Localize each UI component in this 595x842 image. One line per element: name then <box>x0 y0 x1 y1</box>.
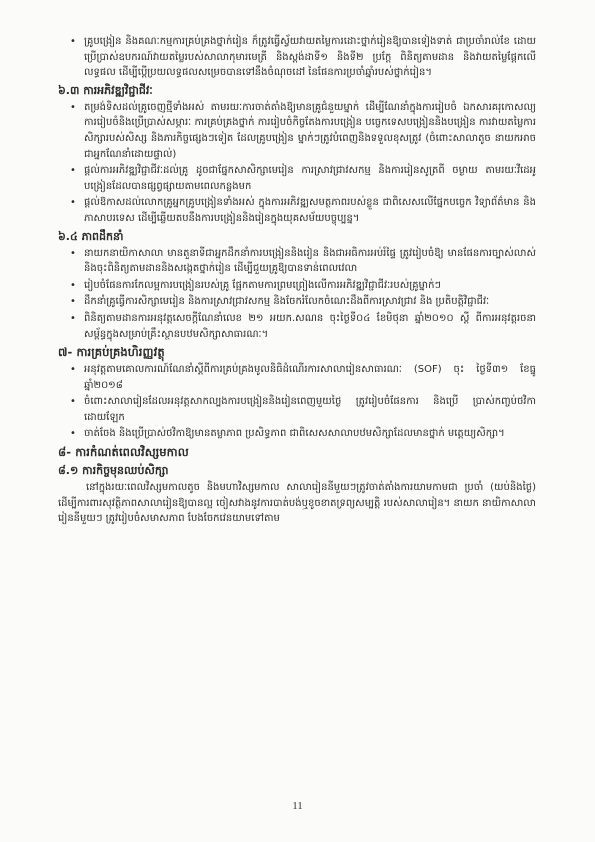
bullet-text: រៀបចំផែនការកែលម្អការបង្រៀនរបស់គ្រូ ផ្អែកតាមការព្រមព្រៀងលើការអភិវឌ្ឍវិជ្ជាជីវៈរបស់គ្រូម្នាក់ៗ <box>84 279 442 291</box>
section-heading: ៨- ការកំណត់ពេលវិស្សមកាល <box>58 445 189 460</box>
bullet-item <box>58 100 536 162</box>
bullet-item <box>58 294 536 310</box>
bullet-text: ចាត់ចែង និងប្រើប្រាស់ថវិកាឱ្យមានតម្លាភាព ប្រសិទ្ធភាព ជាពិសេសសាលាបឋមសិក្សាដែលមានថ្នាក់ មត្តេយ្យសិក្សា។ <box>84 428 505 440</box>
bullet-dot-icon: • <box>70 296 76 308</box>
bullet-item <box>58 195 536 226</box>
bullet-dot-icon: • <box>70 165 76 177</box>
bullet-text: ដឹកនាំគ្រូធ្វើការសិក្សាមេរៀន និងការស្រាវជ្រាវសកម្ម និងចែករំលែកចំណេះដឹងពីការស្រាវជ្រាវ និង ប្រតិបត្តិវិជ្ជាជីវៈ <box>84 296 490 308</box>
subsection-heading: ៦.៤ ភាពដឹកនាំ <box>58 229 124 243</box>
bullet-dot-icon: • <box>70 428 76 440</box>
bullet-list <box>58 100 536 227</box>
bullet-item <box>58 278 536 294</box>
bullet-dot-icon: • <box>70 247 76 259</box>
bullet-item <box>58 394 536 425</box>
subsection-heading: ៨.១ ការកិច្ចមុនឈប់សិក្សា <box>58 464 169 478</box>
page-content <box>58 34 536 527</box>
bullet-list <box>58 34 536 81</box>
bullet-item <box>58 34 536 81</box>
bullet-text: តម្រង់ទិសដល់គ្រូចេញថ្មីទាំងអស់ តាមរយៈការចាត់តាំងឱ្យមានគ្រូជំនួយម្នាក់ ដើម្បីណែនាំក្នុងការរៀបចំ ឯកសារគរុកោសល្យ ការរៀបចំនិងប្រើប្រាស់សម្ភារៈ ការគ្រប់គ្រងថ្នាក់ ការរៀបចំកិច្ចតែងការបង្រៀន បច្ចេកទេសបង្រៀននិងបង្រៀន ការវាយតម្លៃការសិក្សារបស់សិស្ស និងភារកិច្ចផ្សេងៗទៀត ដែលគ្រូបង្រៀន ម្នាក់ៗត្រូវបំពេញនិងទទួលខុសត្រូវ (ចំពោះសាលាតូច នាយកអាចជាអ្នកណែនាំដោយផ្ទាល់) <box>84 101 536 160</box>
bullet-list <box>58 246 536 343</box>
section-heading: ៧- ការគ្រប់គ្រងហិរញ្ញវត្ថុ <box>58 345 165 360</box>
bullet-text: អនុវត្តតាមគោលការណ៍ណែនាំស្តីពីការគ្រប់គ្រងមូលនិធិដំណើរការសាលារៀនសាធារណៈ (SOF) ចុះ ថ្ងៃទី៣១ ខែធ្នូ ឆ្នាំ២០១៨ <box>84 364 536 391</box>
bullet-dot-icon: • <box>70 396 76 408</box>
body-paragraph: នៅក្នុងរយៈពេលវិស្សមកាលតូច និងមហាវិស្សមកាល សាលារៀននីមួយៗត្រូវចាត់តាំងការយាមកាមជា ប្រចាំ (យប់និងថ្ងៃ) ដើម្បីការពារសុវត្ថិភាពសាលារៀនឱ្យបានល្អ ចៀសវាងនូវការបាត់បង់ឬខូចខាតទ្រព្យសម្បត្តិ របស់សាលារៀន។ នាយក នាយិកាសាលារៀននីមួយៗ ត្រូវរៀបចំសមាសភាព បែងចែកវេនយាមទៅតាម <box>58 482 536 525</box>
bullet-item <box>58 311 536 342</box>
bullet-dot-icon: • <box>70 364 76 376</box>
bullet-text: គ្រូបង្រៀន និងគណៈកម្មការគ្រប់គ្រងថ្នាក់រៀន ក៏ត្រូវធ្វើស្វ័យវាយតម្លៃការដោះថ្នាក់រៀនឱ្យបានទៀងទាត់ ជាប្រចាំរាល់ខែ ដោយប្រើប្រាស់ឧបករណ៍វាយតម្លៃរបស់សាលាកុមារមេត្រី និងស្តង់ដាទី១ និងទី២ ប្រកែ្ត ពិនិត្យតាមដាន និងវាយតម្លៃផ្តែកលើលទ្ធផល ដើម្បីប្តេីប្រយលទ្ធផលសម្រេចបានទៅនឹងចំណុចដៅ នៃផែនការប្រចាំឆ្នាំរបស់ថ្នាក់រៀន។ <box>84 36 536 79</box>
page-number: 11 <box>292 800 303 812</box>
bullet-dot-icon: • <box>70 279 76 291</box>
bullet-item <box>58 426 536 442</box>
bullet-item <box>58 163 536 194</box>
bullet-list <box>58 362 536 442</box>
bullet-text: ចំពោះសាលារៀនដែលអនុវត្តសាកល្បងការបង្រៀននិងរៀនពេញមួយថ្ងៃ ត្រូវរៀបចំផែនការ និងប្រើ ប្រាស់កញ្ចប់ថវិកាដោយឡែក <box>84 396 536 423</box>
bullet-dot-icon: • <box>70 197 76 209</box>
bullet-text: នាយកនាយិកាសាលា មានតួនាទីជាអ្នកដឹកនាំការបង្រៀននិងរៀន និងជាអធិការអប់រំផ្ទៃ ត្រូវរៀបចំឱ្យ មានផែនការច្បាស់លាស់ និងចុះពិនិត្យតាមដាននិងសង្កេតថ្នាក់រៀន ដើម្បីជួយគ្រូឱ្យបានទាន់ពេលវេលា <box>84 247 536 275</box>
bullet-text: ផ្តល់ការអភិវឌ្ឍវិជ្ជាជីវៈដល់គ្រូ ដូចជាផ្នែកសាសិក្សាមេរៀន ការស្រាវជ្រាវសកម្ម និងការរៀនសូត្រពី ចម្ងាយ តាមរយៈវីដេអូបង្រៀនដែលបានផ្សព្វផ្សាយតាមពេលកន្លងមក <box>84 165 536 192</box>
bullet-item <box>58 246 536 277</box>
bullet-text: ពិនិត្យតាមដានការអនុវត្តសេចក្តីណែនាំលេខ ២១ អយក.សណន ចុះថ្ងៃទី០៤ ខែមិថុនា ឆ្នាំ២០១០ ស្តី ពីការអនុវត្តរចនាសម្ព័ន្ធក្នុងសម្រាប់គ្រឹះស្ថានបឋមសិក្សាសាធារណៈ។ <box>84 312 536 340</box>
subsection-heading: ៦.៣ ការអភិវឌ្ឍវិជ្ជាជីវៈ <box>58 83 153 97</box>
bullet-item <box>58 362 536 393</box>
bullet-dot-icon: • <box>70 312 76 324</box>
bullet-dot-icon: • <box>70 101 76 113</box>
bullet-text: ផ្តល់ឱកាសដល់លោកគ្រូអ្នកគ្រូបង្រៀនទាំងអស់ ក្នុងការអភិវឌ្ឍសមត្ថភាពរបស់ខ្លួន ជាពិសេសលើផ្នែកបច្ចេក វិទ្យាព័ត៌មាន និងភាសាបរទេស ដើម្បីឆ្លើយតបនឹងការបង្រៀននិងរៀនក្នុងយុគសម័យបច្ចុប្បន្ន។ <box>84 197 536 224</box>
bullet-dot-icon: • <box>70 36 76 47</box>
